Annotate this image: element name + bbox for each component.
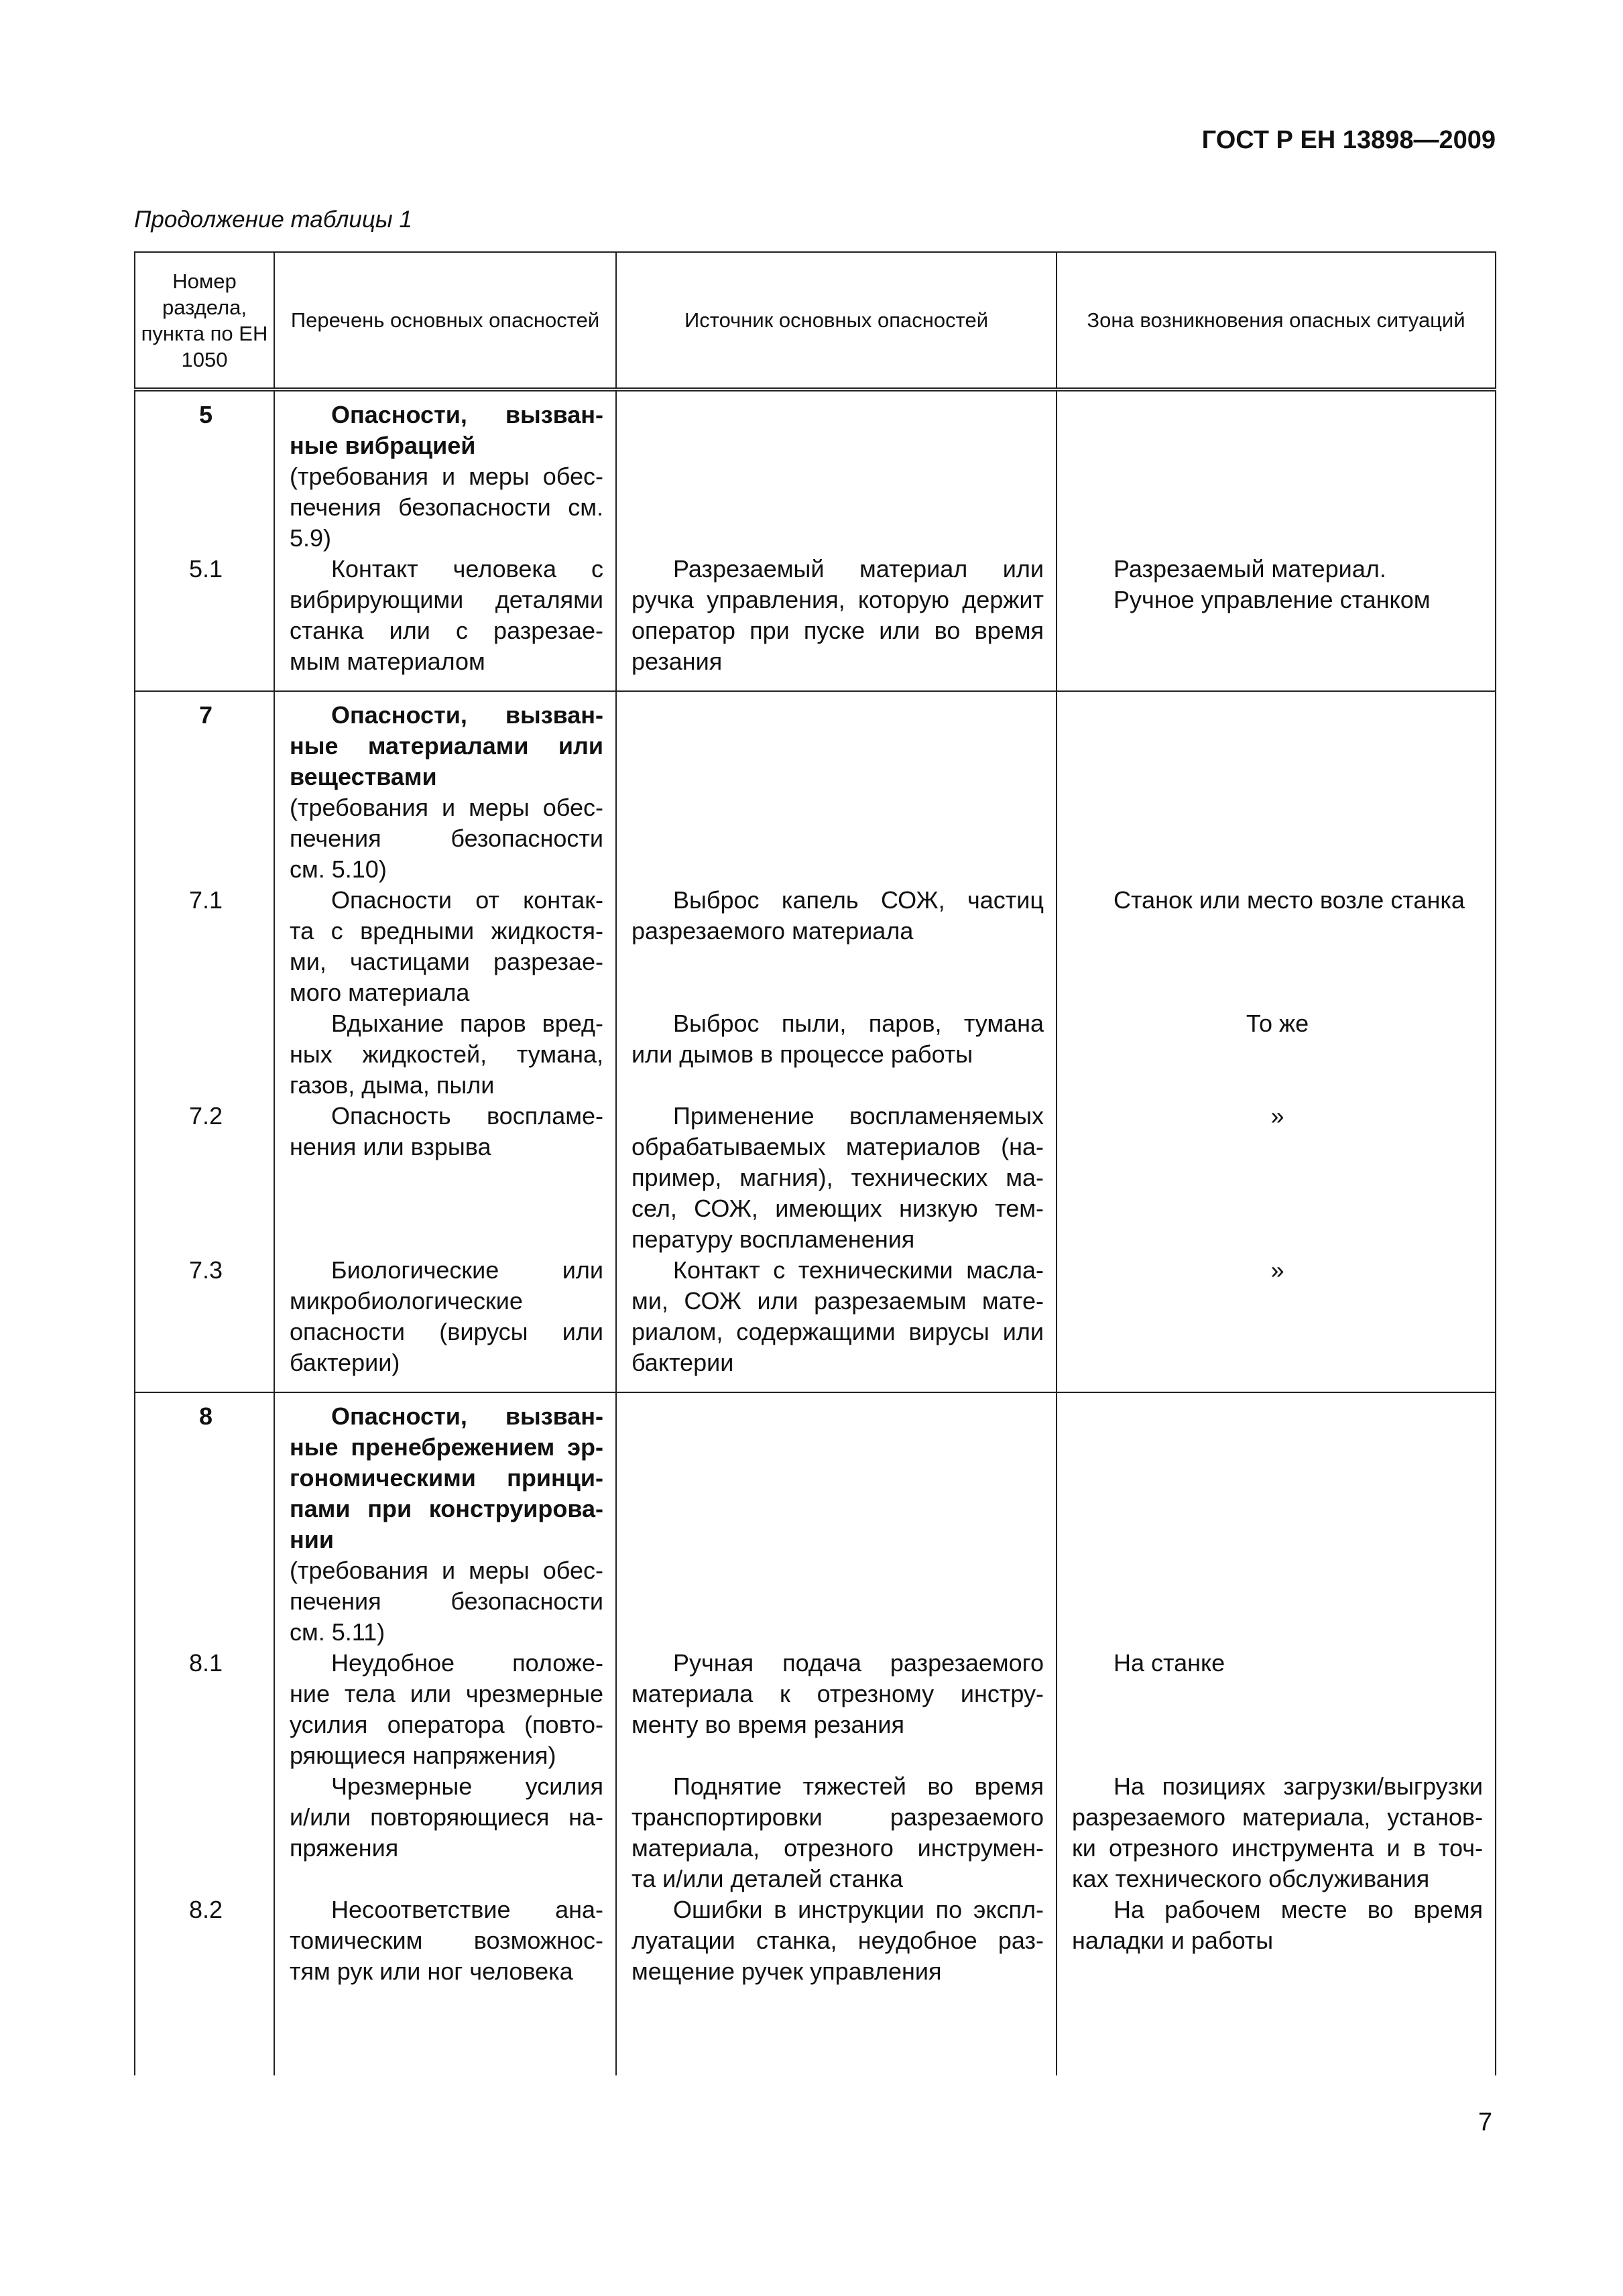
section-number-cell — [135, 1393, 274, 2075]
cell-line — [150, 1132, 261, 1162]
cell-line: материала, отрезного инструмен- — [632, 1834, 1044, 1862]
cell-line: печения безопасности — [290, 825, 603, 852]
cell-line — [1072, 1224, 1483, 1255]
cell-line: см. 5.11) — [290, 1618, 385, 1646]
cell-line: мого материала — [290, 979, 470, 1006]
cell-line — [150, 1679, 261, 1709]
cell-line — [632, 1617, 1044, 1648]
cell-line: печения безопасности — [290, 1587, 603, 1615]
hazard-source-cell — [617, 1393, 1056, 2075]
cell-line: 5.1 — [188, 555, 223, 583]
cell-line: Вдыхание паров вред- — [331, 1010, 603, 1037]
cell-line — [1072, 762, 1483, 792]
cell-line — [1072, 947, 1483, 977]
cell-line — [150, 1524, 261, 1555]
cell-line: 5 — [198, 401, 213, 428]
section-number-cell — [135, 391, 274, 690]
cell-line — [150, 1317, 261, 1347]
cell-line: На позициях загрузки/выгрузки — [1114, 1772, 1483, 1800]
cell-line — [1072, 461, 1483, 492]
cell-line: та с вредными жидкостя- — [290, 917, 603, 945]
cell-line — [290, 1193, 603, 1224]
cell-line — [150, 1833, 261, 1864]
cell-line: мым материалом — [290, 648, 485, 675]
danger-zone-cell — [1057, 692, 1495, 1392]
cell-line — [1072, 400, 1483, 430]
cell-line — [150, 1555, 261, 1586]
cell-line: ные вибрацией — [290, 432, 476, 459]
cell-line — [1072, 523, 1483, 554]
cell-line: Разрезаемый материал или — [673, 555, 1044, 583]
cell-line — [632, 400, 1044, 430]
cell-line — [150, 1162, 261, 1193]
table-row-section-8 — [135, 1392, 1496, 2075]
cell-line: Контакт человека с — [331, 555, 603, 583]
cell-line: ряющиеся напряжения) — [290, 1742, 556, 1769]
cell-line: Выброс пыли, паров, тумана — [673, 1010, 1044, 1037]
cell-line — [150, 947, 261, 977]
cell-line — [1072, 1956, 1483, 1987]
cell-line — [1072, 492, 1483, 523]
standard-designation: ГОСТ Р ЕН 13898—2009 — [1201, 126, 1496, 154]
cell-line: резания — [632, 648, 723, 675]
header-section-number: Номер раздела, пункта по ЕН 1050 — [135, 252, 274, 389]
cell-line — [150, 1039, 261, 1070]
cell-line: нии — [290, 1526, 335, 1553]
cell-line — [1072, 430, 1483, 461]
cell-line: 8 — [198, 1402, 213, 1430]
cell-line — [1072, 1132, 1483, 1162]
cell-line — [1072, 1070, 1483, 1101]
cell-line: оператор при пуске или во время — [632, 617, 1044, 644]
cell-line: ручка управления, которую держит — [632, 586, 1044, 613]
cell-line — [150, 762, 261, 792]
cell-line: » — [1270, 1102, 1284, 1130]
cell-line: Опасности от контак- — [331, 886, 603, 914]
cell-line: ки отрезного инструмента и в точ- — [1072, 1834, 1483, 1862]
cell-line: риалом, содержащими вирусы или — [632, 1318, 1044, 1345]
cell-line: усилия оператора (повто- — [290, 1711, 603, 1738]
cell-line: ках технического обслуживания — [1072, 1865, 1430, 1892]
cell-line: 7.3 — [188, 1256, 223, 1284]
cell-line: ные пренебрежением эр- — [290, 1433, 603, 1461]
cell-line: наладки и работы — [1072, 1927, 1274, 1954]
cell-line — [150, 1463, 261, 1494]
cell-line: 5.9) — [290, 524, 332, 552]
cell-line: » — [1270, 1256, 1284, 1284]
cell-line — [150, 1432, 261, 1463]
cell-line — [150, 1494, 261, 1524]
header-hazard-source: Источник основных опасностей — [616, 252, 1057, 389]
cell-line: Биологические или — [331, 1256, 603, 1284]
cell-line — [632, 1401, 1044, 1432]
cell-line — [1072, 1432, 1483, 1463]
cell-line: ние тела или чрезмерные — [290, 1680, 603, 1707]
cell-line: разрезаемого материала — [632, 917, 914, 945]
cell-line — [1072, 1347, 1483, 1378]
cell-line — [1072, 1617, 1483, 1648]
cell-line: или дымов в процессе работы — [632, 1040, 973, 1068]
cell-line: и/или повторяющиеся на- — [290, 1803, 603, 1831]
cell-line — [632, 947, 1044, 977]
cell-line — [150, 1740, 261, 1771]
cell-line: 7.1 — [188, 886, 223, 914]
cell-line: опасности (вирусы или — [290, 1318, 603, 1345]
cell-line: (требования и меры обес- — [290, 463, 603, 490]
cell-line — [150, 430, 261, 461]
cell-line — [1072, 1401, 1483, 1432]
cell-line — [150, 492, 261, 523]
cell-line — [632, 523, 1044, 554]
cell-line — [1072, 1039, 1483, 1070]
cell-line: станка или с разрезае- — [290, 617, 603, 644]
cell-line: Контакт с техническими масла- — [673, 1256, 1044, 1284]
cell-line — [1072, 731, 1483, 762]
cell-line — [1072, 1679, 1483, 1709]
cell-line — [150, 615, 261, 646]
cell-line: 8.1 — [188, 1649, 223, 1677]
cell-line: Выброс капель СОЖ, частиц — [673, 886, 1044, 914]
cell-line: Поднятие тяжестей во время — [673, 1772, 1044, 1800]
cell-line — [632, 762, 1044, 792]
cell-line: Чрезмерные усилия — [331, 1772, 603, 1800]
cell-line — [290, 1162, 603, 1193]
cell-line: луатации станка, неудобное раз- — [632, 1927, 1044, 1954]
cell-line: мещение ручек управления — [632, 1957, 942, 1985]
cell-line: материала к отрезному инстру- — [632, 1680, 1044, 1707]
cell-line: Ручная подача разрезаемого — [673, 1649, 1044, 1677]
cell-line — [150, 1864, 261, 1894]
table-row-section-5 — [135, 389, 1496, 691]
cell-line — [1072, 792, 1483, 823]
section-number-cell — [135, 692, 274, 1392]
cell-line: тям рук или ног человека — [290, 1957, 573, 1985]
hazard-list-cell — [275, 692, 615, 1392]
cell-line — [1072, 1709, 1483, 1740]
hazard-list-cell — [275, 1393, 615, 2075]
cell-line: гономическими принци- — [290, 1464, 603, 1492]
cell-line — [150, 823, 261, 854]
cell-line — [632, 1555, 1044, 1586]
cell-line — [632, 823, 1044, 854]
cell-line — [1072, 1463, 1483, 1494]
cell-line: нения или взрыва — [290, 1133, 491, 1160]
hazards-table — [134, 251, 1496, 2075]
cell-line — [150, 731, 261, 762]
cell-line: Несоответствие ана- — [331, 1896, 603, 1923]
cell-line — [1072, 1193, 1483, 1224]
cell-line: печения безопасности см. — [290, 493, 603, 521]
cell-line — [632, 1432, 1044, 1463]
cell-line: ных жидкостей, тумана, — [290, 1040, 603, 1068]
header-hazard-list: Перечень основных опасностей — [274, 252, 616, 389]
cell-line — [150, 1286, 261, 1317]
cell-line: (требования и меры обес- — [290, 794, 603, 821]
cell-line: сел, СОЖ, имеющих низкую тем- — [632, 1195, 1044, 1222]
cell-line — [1072, 615, 1483, 646]
cell-line — [1072, 700, 1483, 731]
cell-line — [150, 1709, 261, 1740]
cell-line — [632, 700, 1044, 731]
cell-line — [1072, 1286, 1483, 1317]
cell-line: вибрирующими деталями — [290, 586, 603, 613]
cell-line: транспортировки разрезаемого — [632, 1803, 1044, 1831]
table-header-row — [135, 252, 1496, 389]
cell-line: менту во время резания — [632, 1711, 904, 1738]
cell-line — [150, 1347, 261, 1378]
cell-line: Опасности, вызван- — [331, 401, 603, 428]
cell-line: бактерии — [632, 1349, 734, 1376]
cell-line: ми, частицами разрезае- — [290, 948, 603, 975]
cell-line — [150, 1956, 261, 1987]
cell-line — [150, 1617, 261, 1648]
cell-line — [150, 854, 261, 885]
cell-line — [632, 1070, 1044, 1101]
cell-line — [150, 1224, 261, 1255]
cell-line — [150, 1802, 261, 1833]
cell-line — [1072, 1162, 1483, 1193]
cell-line — [150, 1771, 261, 1802]
cell-line: ми, СОЖ или разрезаемым мате- — [632, 1287, 1044, 1315]
header-danger-zone: Зона возникновения опасных ситуаций — [1057, 252, 1496, 389]
cell-line — [1072, 1555, 1483, 1586]
cell-line — [150, 1193, 261, 1224]
cell-line — [632, 1494, 1044, 1524]
danger-zone-cell — [1057, 1393, 1495, 2075]
cell-line: На рабочем месте во время — [1114, 1896, 1483, 1923]
cell-line: микробиологические — [290, 1287, 523, 1315]
cell-line: ные материалами или — [290, 732, 603, 760]
cell-line — [632, 854, 1044, 885]
cell-line: пературу воспламенения — [632, 1225, 915, 1253]
cell-line — [290, 1224, 603, 1255]
cell-line: пами при конструирова- — [290, 1495, 603, 1522]
cell-line — [150, 523, 261, 554]
cell-line — [1072, 1317, 1483, 1347]
cell-line: пряжения — [290, 1834, 399, 1862]
cell-line: Ручное управление станком — [1114, 586, 1431, 613]
cell-line — [150, 792, 261, 823]
cell-line — [1072, 1524, 1483, 1555]
cell-line — [1072, 854, 1483, 885]
cell-line: Применение воспламеняемых — [673, 1102, 1044, 1130]
cell-line — [632, 1740, 1044, 1771]
cell-line — [632, 461, 1044, 492]
cell-line: разрезаемого материала, установ- — [1072, 1803, 1483, 1831]
cell-line: (требования и меры обес- — [290, 1557, 603, 1584]
cell-line — [1072, 916, 1483, 947]
cell-line: пример, магния), технических ма- — [632, 1164, 1044, 1191]
cell-line — [1072, 1740, 1483, 1771]
cell-line — [290, 1864, 603, 1894]
cell-line — [150, 461, 261, 492]
cell-line — [150, 585, 261, 615]
cell-line — [1072, 646, 1483, 677]
cell-line — [1072, 1586, 1483, 1617]
cell-line — [150, 977, 261, 1008]
cell-line — [150, 646, 261, 677]
cell-line — [1072, 823, 1483, 854]
cell-line: бактерии) — [290, 1349, 400, 1376]
cell-line — [632, 731, 1044, 762]
cell-line: томическим возможнос- — [290, 1927, 603, 1954]
cell-line — [632, 1524, 1044, 1555]
cell-line — [632, 492, 1044, 523]
cell-line: Станок или место возле станка — [1114, 886, 1465, 914]
cell-line: та и/или деталей станка — [632, 1865, 904, 1892]
cell-line: 7.2 — [188, 1102, 223, 1130]
cell-line — [632, 1463, 1044, 1494]
cell-line: Опасность воспламе- — [331, 1102, 603, 1130]
cell-line: веществами — [290, 763, 437, 790]
cell-line — [1072, 1494, 1483, 1524]
cell-line — [632, 1586, 1044, 1617]
cell-line — [632, 430, 1044, 461]
cell-line — [632, 792, 1044, 823]
cell-line: Опасности, вызван- — [331, 1402, 603, 1430]
danger-zone-cell — [1057, 391, 1495, 690]
page-number: 7 — [1478, 2108, 1492, 2136]
cell-line — [150, 1925, 261, 1956]
hazard-source-cell — [617, 391, 1056, 690]
cell-line — [1072, 977, 1483, 1008]
cell-line — [150, 1586, 261, 1617]
cell-line — [150, 916, 261, 947]
cell-line: газов, дыма, пыли — [290, 1071, 495, 1099]
cell-line: см. 5.10) — [290, 855, 387, 883]
table-row-section-7 — [135, 691, 1496, 1392]
cell-line: Опасности, вызван- — [331, 701, 603, 729]
cell-line — [632, 977, 1044, 1008]
cell-line: Разрезаемый материал. — [1114, 555, 1386, 583]
cell-line: 8.2 — [188, 1896, 223, 1923]
cell-line: Неудобное положе- — [331, 1649, 603, 1677]
cell-line: 7 — [198, 701, 213, 729]
cell-line — [150, 1070, 261, 1101]
table-caption: Продолжение таблицы 1 — [134, 206, 412, 233]
hazard-source-cell — [617, 692, 1056, 1392]
cell-line: Ошибки в инструкции по экспл- — [673, 1896, 1044, 1923]
cell-line: То же — [1246, 1010, 1309, 1037]
cell-line — [150, 1008, 261, 1039]
hazard-list-cell — [275, 391, 615, 690]
cell-line: На станке — [1114, 1649, 1225, 1677]
cell-line: обрабатываемых материалов (на- — [632, 1133, 1044, 1160]
